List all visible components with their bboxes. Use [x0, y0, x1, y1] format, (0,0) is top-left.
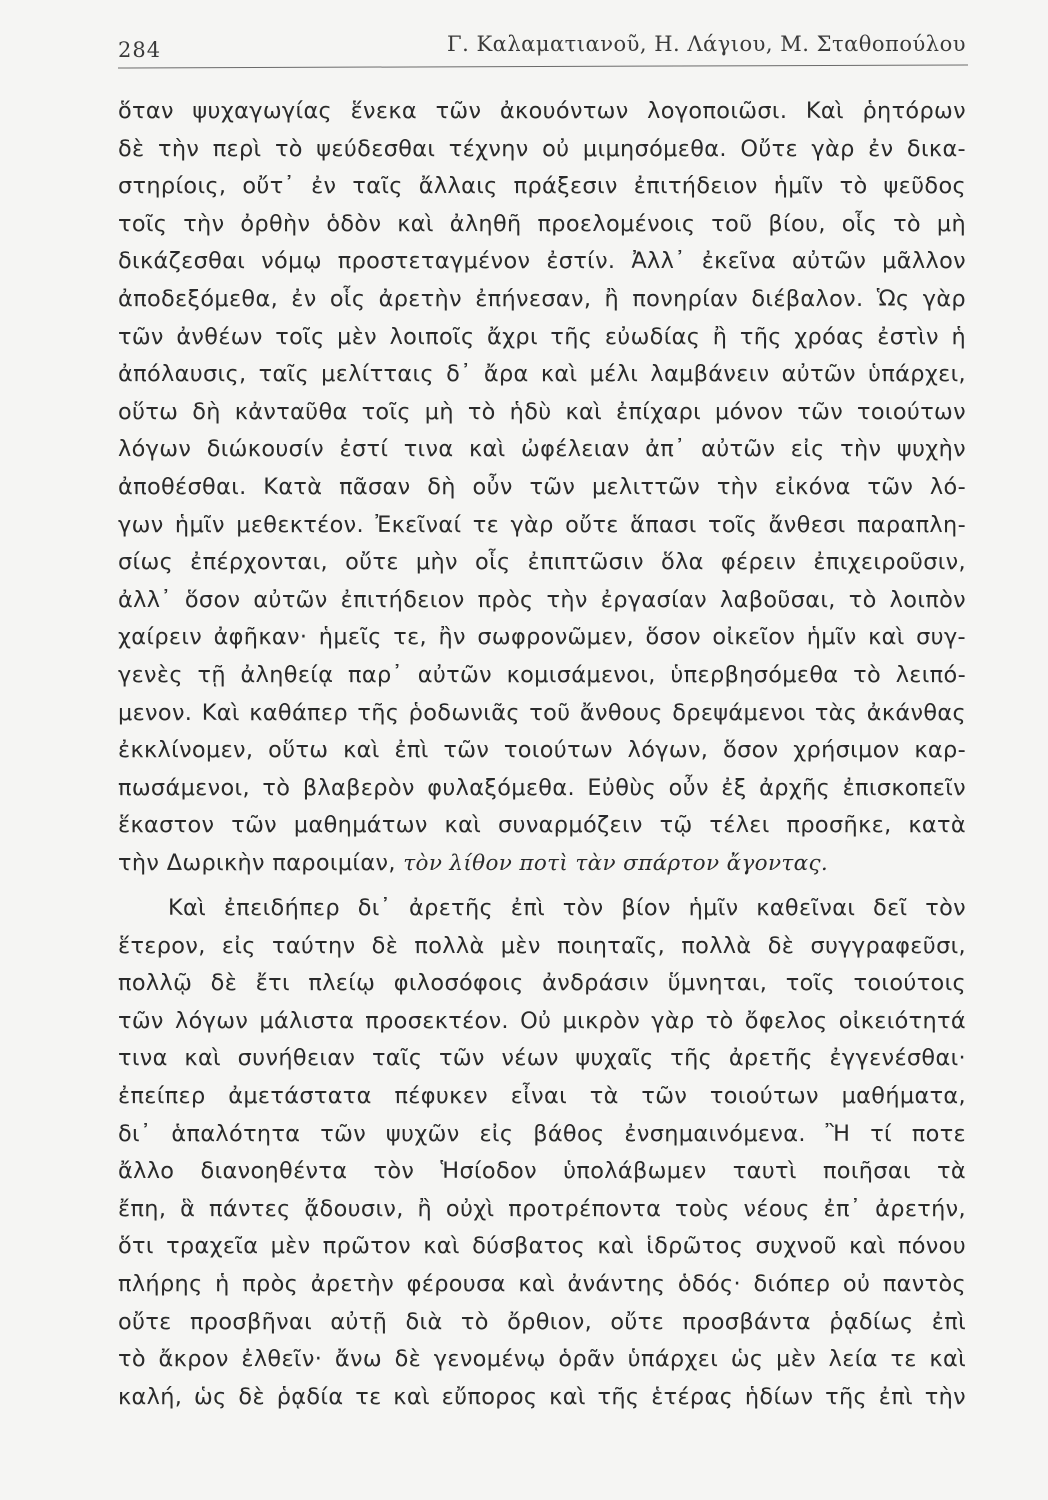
text-line: ἀπόλαυσις, ταῖς μελίτταις δ᾽ ἄρα καὶ μέλι λαμβάνειν αὐτῶν ὑπάρχει, — [118, 361, 966, 388]
text-line: ὅτι τραχεῖα μὲν πρῶτον καὶ δύσβατος καὶ ἱδρῶτος συχνοῦ καὶ πόνου — [118, 1233, 966, 1260]
paragraph-2 — [118, 890, 966, 1416]
text-line: πολλῷ δὲ ἔτι πλείῳ φιλοσόφοις ἀνδράσιν ὕμνηται, τοῖς τοιούτοις — [118, 970, 966, 997]
text-line: καλή, ὡς δὲ ῥᾳδία τε καὶ εὔπορος καὶ τῆς ἑτέρας ἡδίων τῆς ἐπὶ τὴν — [118, 1383, 966, 1410]
text-line: ἕκαστον τῶν μαθημάτων καὶ συναρμόζειν τῷ τέλει προσῆκε, κατὰ — [118, 812, 966, 839]
text-line: στηρίοις, οὔτ᾽ ἐν ταῖς ἄλλαις πράξεσιν ἐπιτήδειον ἡμῖν τὸ ψεῦδος — [118, 173, 966, 200]
text-line: τινα καὶ συνήθειαν ταῖς τῶν νέων ψυχαῖς τῆς ἀρετῆς ἐγγενέσθαι· — [118, 1045, 966, 1072]
text-line: ἀλλ᾽ ὅσον αὐτῶν ἐπιτήδειον πρὸς τὴν ἐργασίαν λαβοῦσαι, τὸ λοιπὸν — [118, 586, 966, 613]
text-line: λόγων διώκουσίν ἐστί τινα καὶ ὠφέλειαν ἀπ᾽ αὐτῶν εἰς τὴν ψυχὴν — [118, 436, 966, 463]
text-line: οὔτε προσβῆναι αὐτῇ διὰ τὸ ὄρθιον, οὔτε προσβάντα ῥᾳδίως ἐπὶ — [118, 1308, 966, 1335]
text-line: σίως ἐπέρχονται, οὔτε μὴν οἷς ἐπιπτῶσιν ὅλα φέρειν ἐπιχειροῦσιν, — [118, 549, 966, 576]
text-line: τῶν λόγων μάλιστα προσεκτέον. Οὐ μικρὸν γὰρ τὸ ὄφελος οἰκειότητά — [118, 1007, 966, 1034]
text-line: ἀποδεξόμεθα, ἐν οἷς ἀρετὴν ἐπήνεσαν, ἢ πονηρίαν διέβαλον. Ὡς γὰρ — [118, 285, 966, 312]
text-line: ὅταν ψυχαγωγίας ἕνεκα τῶν ἀκουόντων λογοποιῶσι. Καὶ ῥητόρων — [118, 98, 966, 124]
running-head-authors: Γ. Καλαματιανοῦ, Η. Λάγιου, Μ. Σταθοπούλου — [447, 32, 966, 56]
header-rule — [118, 65, 968, 69]
page-header — [118, 30, 966, 64]
text-line: ἐκκλίνομεν, οὕτω καὶ ἐπὶ τῶν τοιούτων λόγων, ὅσον χρήσιμον καρ- — [118, 737, 966, 764]
doric-proverb-quote: τὸν λίθον ποτὶ τὰν σπάρτον ἄγοντας. — [403, 850, 829, 876]
text-line: χαίρειν ἀφῆκαν· ἡμεῖς τε, ἢν σωφρονῶμεν, ὅσον οἰκεῖον ἡμῖν καὶ συγ- — [118, 624, 966, 651]
text-line: μενον. Καὶ καθάπερ τῆς ῥοδωνιᾶς τοῦ ἄνθους δρεψάμενοι τὰς ἀκάνθας — [118, 699, 966, 726]
text-line: ἄλλο διανοηθέντα τὸν Ἡσίοδον ὑπολάβωμεν ταυτὶ ποιῆσαι τὰ — [118, 1158, 966, 1185]
text-line: οὕτω δὴ κἀνταῦθα τοῖς μὴ τὸ ἡδὺ καὶ ἐπίχαρι μόνον τῶν τοιούτων — [118, 398, 966, 425]
text-line: πλήρης ἡ πρὸς ἀρετὴν φέρουσα καὶ ἀνάντης ὁδός· διόπερ οὐ παντὸς — [118, 1270, 966, 1297]
text-line: ἐπείπερ ἀμετάστατα πέφυκεν εἶναι τὰ τῶν τοιούτων μαθήματα, — [118, 1082, 966, 1109]
text-line: δὲ τὴν περὶ τὸ ψεύδεσθαι τέχνην οὐ μιμησόμεθα. Οὔτε γὰρ ἐν δικα- — [118, 135, 966, 162]
text-line: γενὲς τῇ ἀληθείᾳ παρ᾽ αὐτῶν κομισάμενοι, ὑπερβησόμεθα τὸ λειπό- — [118, 661, 966, 688]
paragraph-1 — [118, 93, 966, 882]
final-line-plain: τὴν Δωρικὴν παροιμίαν, — [118, 849, 396, 876]
text-line: τὸ ἄκρον ἐλθεῖν· ἄνω δὲ γενομένῳ ὁρᾶν ὑπάρχει ὡς μὲν λεία τε καὶ — [118, 1346, 966, 1373]
text-line: δικάζεσθαι νόμῳ προστεταγμένον ἐστίν. Ἀλλ᾽ ἐκεῖνα αὐτῶν μᾶλλον — [118, 248, 966, 275]
text-line: ἔπη, ἃ πάντες ᾄδουσιν, ἢ οὐχὶ προτρέποντα τοὺς νέους ἐπ᾽ ἀρετήν, — [118, 1195, 966, 1222]
page-number: 284 — [118, 38, 162, 62]
text-line: ἀποθέσθαι. Κατὰ πᾶσαν δὴ οὖν τῶν μελιττῶν τὴν εἰκόνα τῶν λό- — [118, 473, 966, 500]
text-line: δι᾽ ἁπαλότητα τῶν ψυχῶν εἰς βάθος ἐνσημαινόμενα. Ἢ τί ποτε — [118, 1120, 966, 1147]
text-line: τῶν ἀνθέων τοῖς μὲν λοιποῖς ἄχρι τῆς εὐωδίας ἢ τῆς χρόας ἐστὶν ἡ — [118, 323, 966, 350]
text-line: ἕτερον, εἰς ταύτην δὲ πολλὰ μὲν ποιηταῖς, πολλὰ δὲ συγγραφεῦσι, — [118, 932, 966, 959]
text-line: πωσάμενοι, τὸ βλαβερὸν φυλαξόμεθα. Εὐθὺς οὖν ἐξ ἀρχῆς ἐπισκοπεῖν — [118, 774, 966, 801]
text-line: γων ἡμῖν μεθεκτέον. Ἐκεῖναί τε γὰρ οὔτε ἅπασι τοῖς ἄνθεσι παραπλη- — [118, 511, 966, 538]
text-line-indented: Καὶ ἐπειδήπερ δι᾽ ἀρετῆς ἐπὶ τὸν βίον ἡμῖν καθεῖναι δεῖ τὸν — [168, 895, 966, 921]
text-line: τοῖς τὴν ὀρθὴν ὁδὸν καὶ ἀληθῆ προελομένοις τοῦ βίου, οἷς τὸ μὴ — [118, 210, 966, 237]
text-line-final — [118, 845, 966, 883]
